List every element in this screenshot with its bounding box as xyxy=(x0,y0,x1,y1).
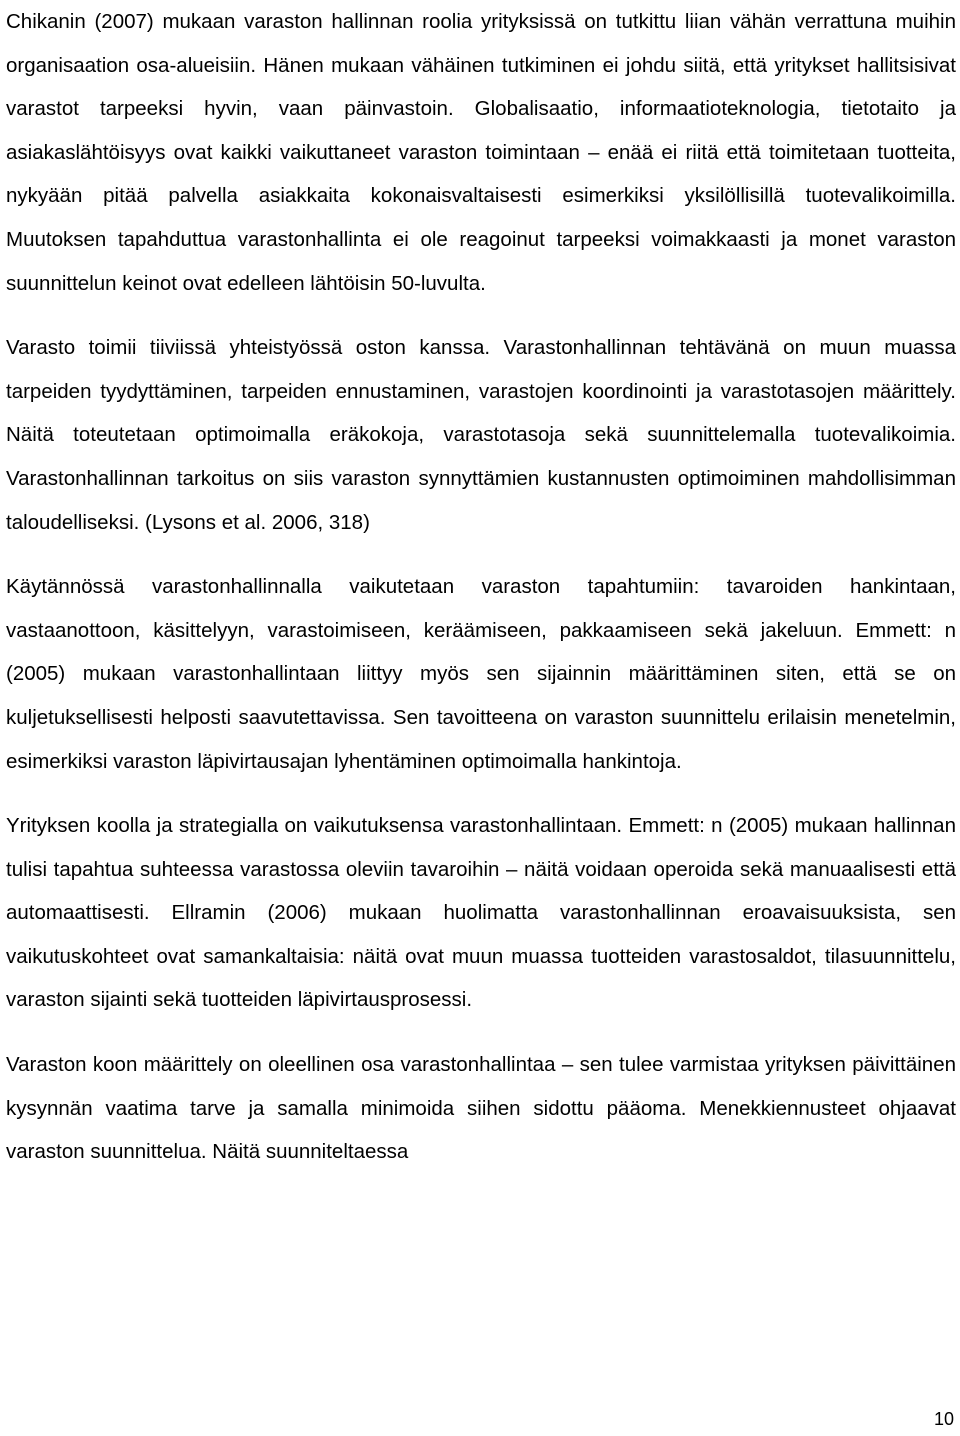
paragraph-3: Käytännössä varastonhallinnalla vaikutetaan varaston tapahtumiin: tavaroiden hankintaan, vastaanottoon, käsittelyyn, varastoimiseen, keräämiseen, pakkaamiseen sekä jakeluun. Emmett: n (2005) mukaan varastonhallintaan liittyy myös sen sijainnin määrittäminen siten, että se on kuljetuksellisesti helposti saavutettavissa. Sen tavoitteena on varaston suunnittelu erilaisin menetelmin, esimerkiksi varaston läpivirtausajan lyhentäminen optimoimalla hankintoja. xyxy=(6,575,956,773)
paragraph-4: Yrityksen koolla ja strategialla on vaikutuksensa varastonhallintaan. Emmett: n (2005) mukaan hallinnan tulisi tapahtua suhteessa varastossa oleviin tavaroihin – näitä voidaan operoida sekä manuaalisesti että automaattisesti. Ellramin (2006) mukaan huolimatta varastonhallinnan eroavaisuuksista, sen vaikutuskohteet ovat samankaltaisia: näitä ovat muun muassa tuotteiden varastosaldot, tilasuunnittelu, varaston sijainti sekä tuotteiden läpivirtausprosessi. xyxy=(6,814,956,1012)
paragraph-1: Chikanin (2007) mukaan varaston hallinnan roolia yrityksissä on tutkittu liian vähän verrattuna muihin organisaation osa-alueisiin. Hänen mukaan vähäinen tutkiminen ei johdu siitä, että yritykset hallitsisivat varastot tarpeeksi hyvin, vaan päinvastoin. Globalisaatio, informaatioteknologia, tietotaito ja asiakaslähtöisyys ovat kaikki vaikuttaneet varaston toimintaan – enää ei riitä että toimitetaan tuotteita, nykyään pitää palvella asiakkaita kokonaisvaltaisesti esimerkiksi yksilöllisillä tuotevalikoimilla. Muutoksen tapahduttua varastonhallinta ei ole reagoinut tarpeeksi voimakkaasti ja monet varaston suunnittelun keinot ovat edelleen lähtöisin 50-luvulta. xyxy=(6,10,956,295)
document-page xyxy=(6,0,956,1174)
paragraph-5: Varaston koon määrittely on oleellinen osa varastonhallintaa – sen tulee varmistaa yrityksen päivittäinen kysynnän vaatima tarve ja samalla minimoida siihen sidottu pääoma. Menekkiennusteet ohjaavat varaston suunnittelua. Näitä suunniteltaessa xyxy=(6,1053,956,1164)
page-number: 10 xyxy=(933,1409,954,1429)
paragraph-2: Varasto toimii tiiviissä yhteistyössä oston kanssa. Varastonhallinnan tehtävänä on muun muassa tarpeiden tyydyttäminen, tarpeiden ennustaminen, varastojen koordinointi ja varastotasojen määrittely. Näitä toteutetaan optimoimalla eräkokoja, varastotasoja sekä suunnittelemalla tuotevalikoimia. Varastonhallinnan tarkoitus on siis varaston synnyttämien kustannusten optimoiminen mahdollisimman taloudelliseksi. (Lysons et al. 2006, 318) xyxy=(6,336,956,534)
